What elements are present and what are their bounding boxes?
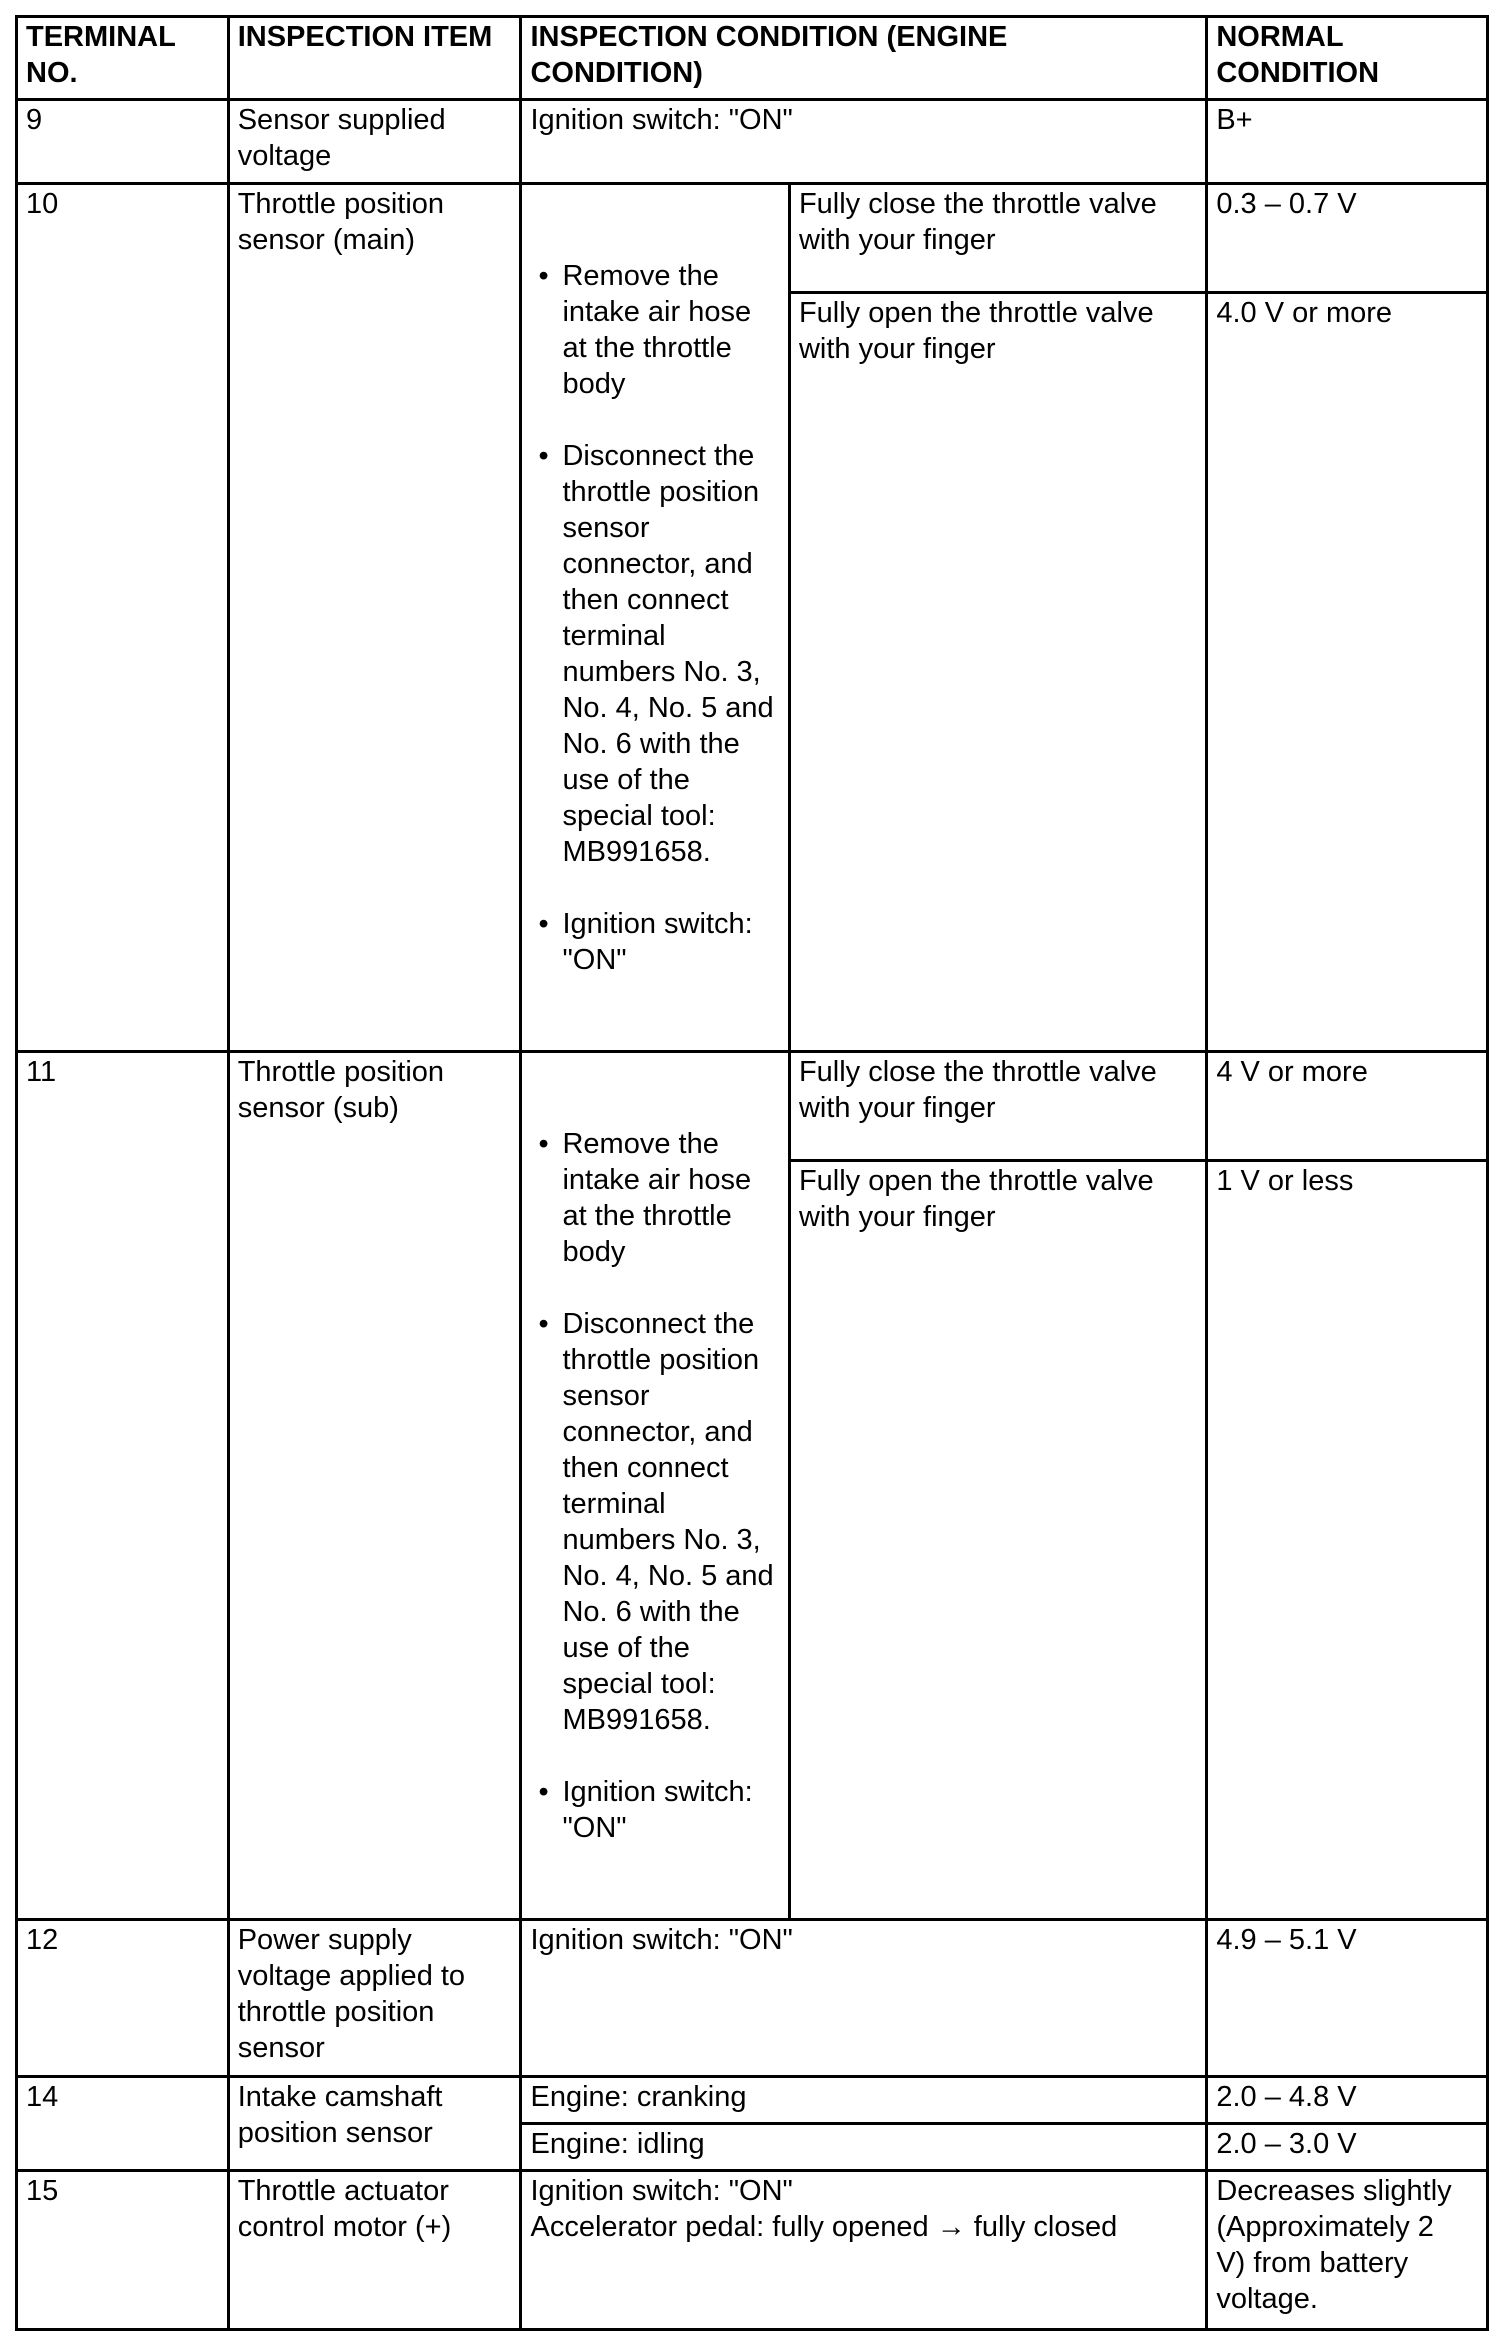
header-terminal-no: TERMINAL NO. <box>17 17 229 100</box>
list-item: • Ignition switch: "ON" <box>562 906 779 978</box>
inspection-item: Power supply voltage applied to throttle position sensor <box>228 1920 521 2077</box>
terminal-number: 12 <box>17 1920 229 2077</box>
normal-condition: B+ <box>1207 100 1488 184</box>
inspection-condition: Engine: idling <box>521 2124 1207 2171</box>
list-item: • Disconnect the throttle position sensor connector, and then connect terminal numbers No. 3, No. 4, No. 5 and No. 6 with the use of the special tool: MB991658. <box>562 438 779 870</box>
normal-condition: 1 V or less <box>1207 1161 1488 1920</box>
inspection-condition: Ignition switch: "ON" Accelerator pedal: fully opened → fully closed <box>521 2171 1207 2330</box>
header-row <box>17 17 1488 100</box>
list-item: • Disconnect the throttle position sensor connector, and then connect terminal numbers No. 3, No. 4, No. 5 and No. 6 with the use of the special tool: MB991658. <box>562 1306 779 1738</box>
table-row-terminal-15 <box>17 2171 1488 2330</box>
normal-condition: 2.0 – 3.0 V <box>1207 2124 1488 2171</box>
list-item: • Remove the intake air hose at the throttle body <box>562 1126 779 1270</box>
list-item: • Remove the intake air hose at the throttle body <box>562 258 779 402</box>
steps-list <box>530 1090 779 1882</box>
inspection-steps <box>521 184 789 1052</box>
table-row-terminal-11 <box>17 1052 1488 1161</box>
inspection-condition: Engine: cranking <box>521 2077 1207 2124</box>
terminal-number: 14 <box>17 2077 229 2171</box>
inspection-item: Throttle position sensor (main) <box>228 184 521 1052</box>
inspection-condition: Ignition switch: "ON" <box>521 1920 1207 2077</box>
header-normal-condition: NORMAL CONDITION <box>1207 17 1488 100</box>
normal-condition: 4.9 – 5.1 V <box>1207 1920 1488 2077</box>
terminal-number: 10 <box>17 184 229 1052</box>
list-item: • Ignition switch: "ON" <box>562 1774 779 1846</box>
normal-condition: 0.3 – 0.7 V <box>1207 184 1488 293</box>
sub-condition: Fully close the throttle valve with your finger <box>789 184 1206 293</box>
inspection-steps <box>521 1052 789 1920</box>
normal-condition: Decreases slightly (Approximately 2 V) from battery voltage. <box>1207 2171 1488 2330</box>
sub-condition: Fully close the throttle valve with your finger <box>789 1052 1206 1161</box>
inspection-item: Intake camshaft position sensor <box>228 2077 521 2171</box>
table-row-terminal-12 <box>17 1920 1488 2077</box>
inspection-item: Sensor supplied voltage <box>228 100 521 184</box>
inspection-table <box>15 15 1489 2331</box>
terminal-number: 11 <box>17 1052 229 1920</box>
terminal-number: 9 <box>17 100 229 184</box>
sub-condition: Fully open the throttle valve with your finger <box>789 1161 1206 1920</box>
sub-condition: Fully open the throttle valve with your finger <box>789 293 1206 1052</box>
inspection-condition: Ignition switch: "ON" <box>521 100 1207 184</box>
normal-condition: 2.0 – 4.8 V <box>1207 2077 1488 2124</box>
table-row-terminal-10 <box>17 184 1488 293</box>
inspection-item: Throttle actuator control motor (+) <box>228 2171 521 2330</box>
table-row-terminal-14 <box>17 2077 1488 2124</box>
terminal-number: 15 <box>17 2171 229 2330</box>
normal-condition: 4.0 V or more <box>1207 293 1488 1052</box>
inspection-item: Throttle position sensor (sub) <box>228 1052 521 1920</box>
header-inspection-item: INSPECTION ITEM <box>228 17 521 100</box>
table-row-terminal-9 <box>17 100 1488 184</box>
normal-condition: 4 V or more <box>1207 1052 1488 1161</box>
header-inspection-condition: INSPECTION CONDITION (ENGINE CONDITION) <box>521 17 1207 100</box>
steps-list <box>530 222 779 1014</box>
